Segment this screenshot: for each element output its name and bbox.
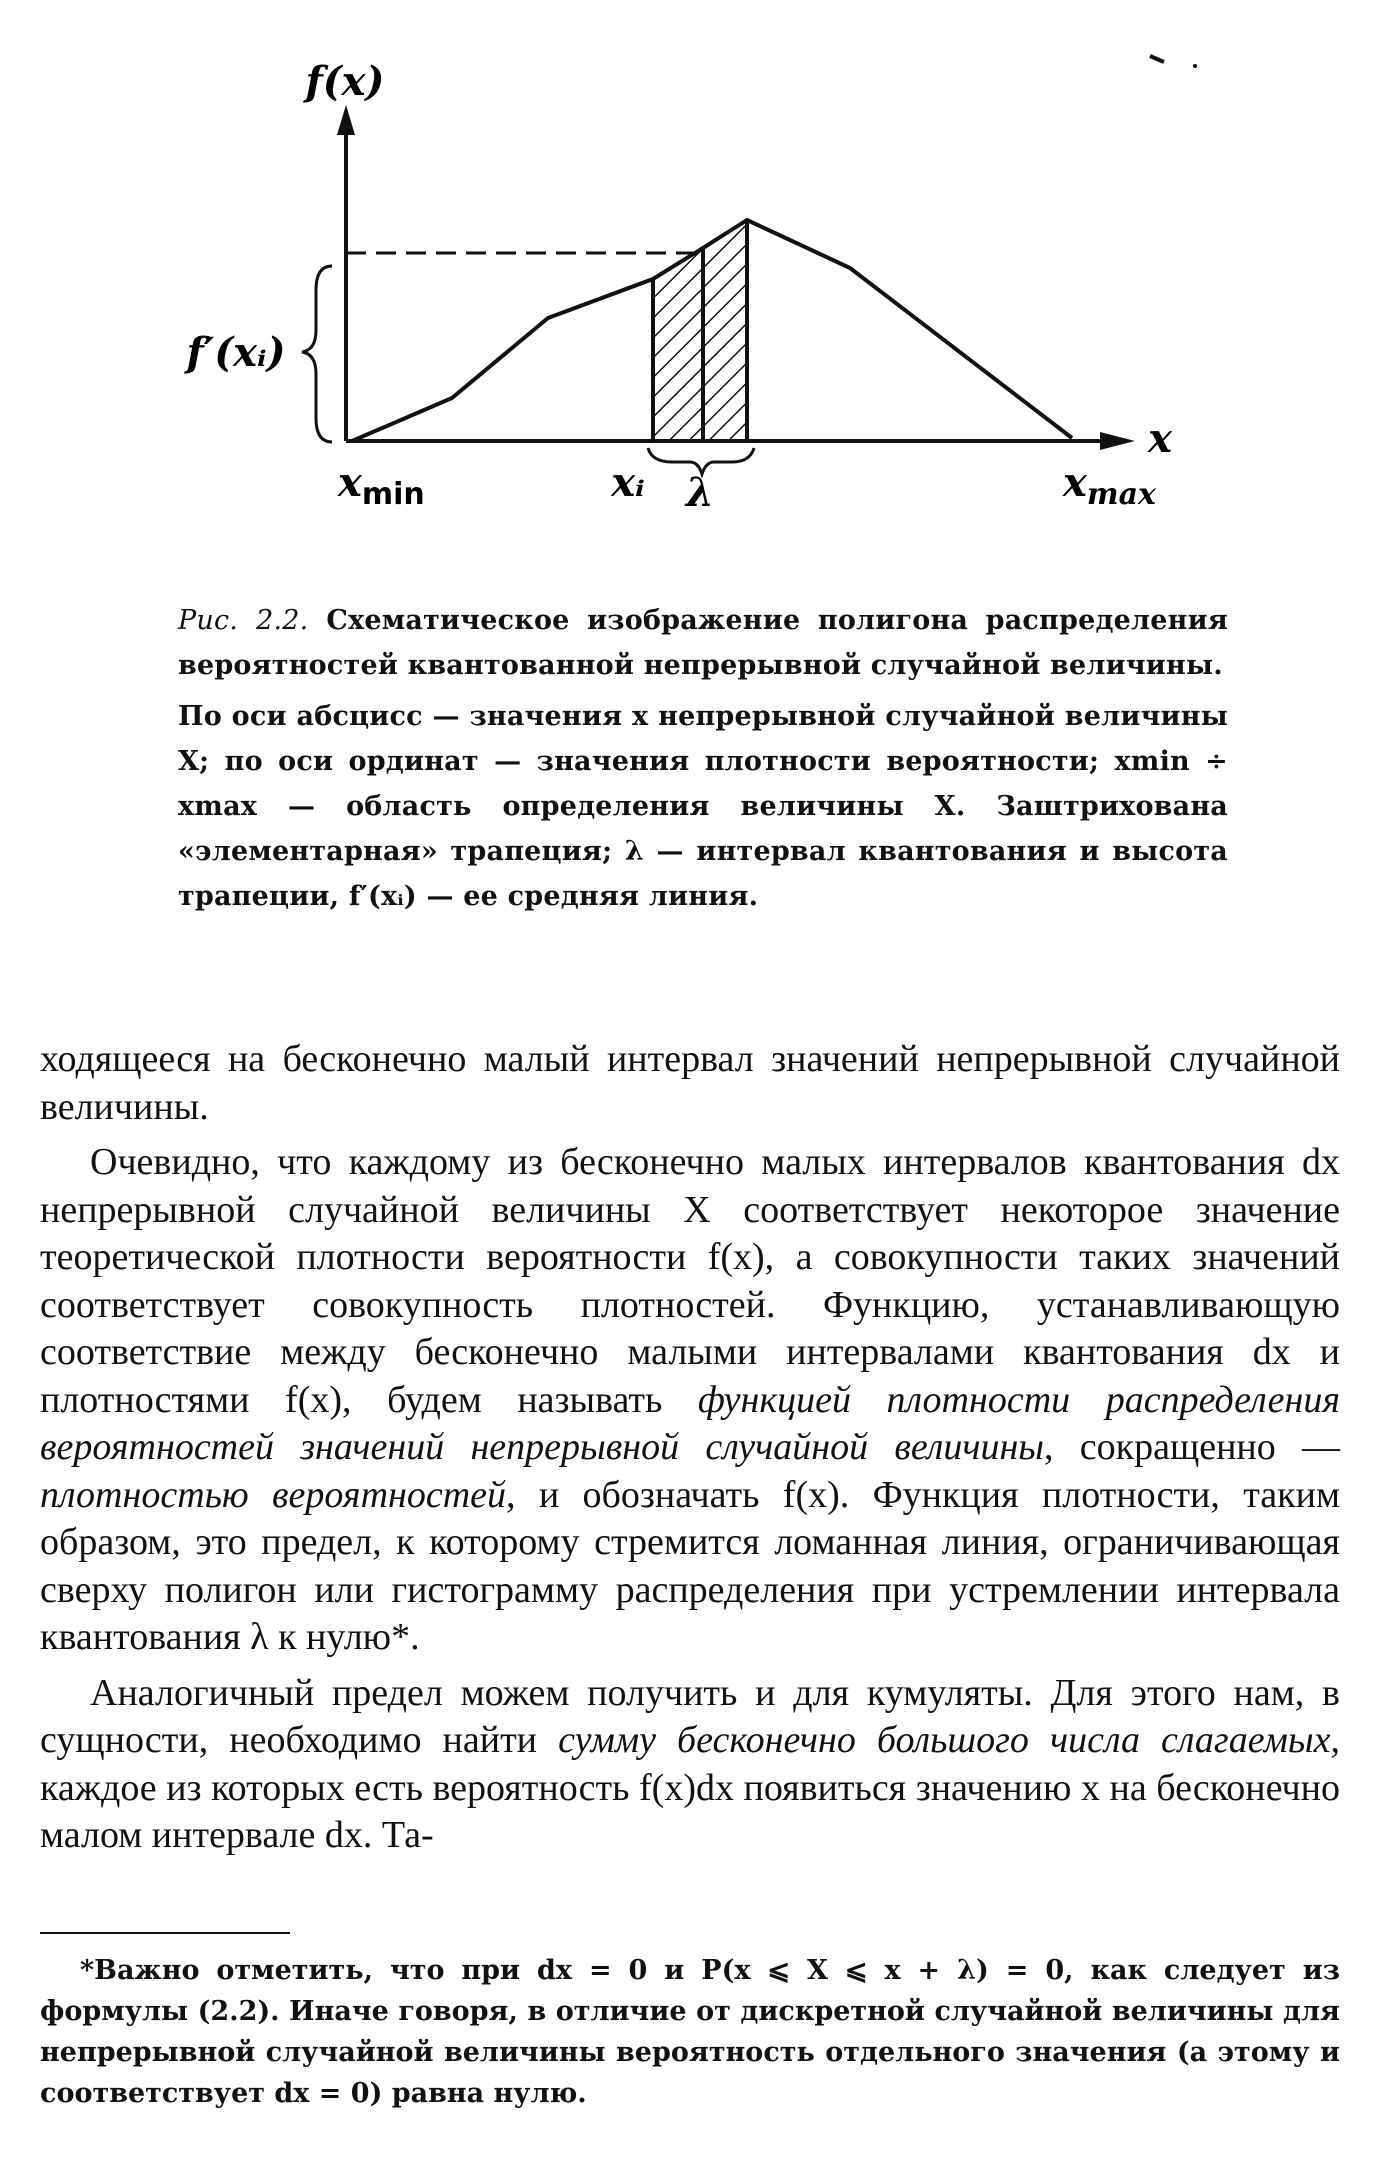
paragraph-2 (40, 1139, 1340, 1662)
paragraph-3-part-b: , каждое из которых есть вероятность f(x)dx появиться значению x на бесконечно малом интервале dx. Та- (40, 1719, 1341, 1856)
distribution-polygon-figure (0, 0, 1392, 560)
caption-title (178, 598, 1228, 688)
xmin-label: $x_{min}$ (338, 459, 425, 512)
lambda-label: λ (685, 469, 715, 516)
brace-label: f′(xᵢ) (186, 329, 286, 376)
xi-label: xᵢ (611, 459, 645, 506)
xmax-label: $x_{max}$ (1063, 459, 1156, 512)
paragraph-3-part-a: Аналогичный предел можем получить и для кумуляты. Для этого нам, в сущности, необходимо найти (40, 1671, 1340, 1761)
term-probability-density: плотностью вероятностей (40, 1473, 507, 1516)
footnote-divider (40, 1932, 290, 1934)
footnote-text: *Важно отметить, что при dx = 0 и P(x ⩽ X ⩽ x + λ) = 0, как следует из формулы (2.2). Иначе говоря, в отличие от дискретной случайной величины для непрерывной случайной величины вероятность отдельного значения (а этому и соответствует dx = 0) равна нулю. (40, 1955, 1340, 2109)
left-brace (302, 266, 332, 442)
paragraph-1: ходящееся на бесконечно малый интервал значений непрерывной случайной величины. (40, 1038, 1340, 1128)
caption-label: Рис. (178, 605, 239, 636)
paragraph-2-part-b: , сокращенно — (1044, 1426, 1340, 1468)
term-infinite-sum: сумму бесконечно большого числа слагаемых (558, 1719, 1331, 1761)
term-density-function: функцией плотности распределения вероятностей значений непрерывной случайной величины (40, 1378, 1340, 1468)
y-axis-label: f(x) (305, 58, 385, 105)
caption-description: По оси абсцисс — значения x непрерывной случайной величины X; по оси ординат — значения плотности вероятности; xmin ÷ xmax — область определения величины X. Заштрихована «элементарная» трапеция; λ — интервал квантования и высота трапеции, f′(xᵢ) — ее средняя линия. (178, 701, 1228, 912)
x-axis-label: x (1148, 415, 1172, 462)
scan-speck (1150, 56, 1164, 62)
footnote (40, 1950, 1340, 2114)
caption-title-text: Схематическое изображение полигона распределения вероятностей квантованной непрерывной случайной величины. (178, 605, 1228, 681)
hatched-trapezoid (653, 248, 703, 441)
paragraph-3 (40, 1670, 1340, 1860)
y-axis-arrow (337, 105, 355, 135)
x-axis-arrow (1100, 432, 1135, 450)
paragraph-2-part-a: Очевидно, что каждому из бесконечно малых интервалов квантования dx непрерывной случайной величины X соответствует некоторое значение теоретической плотности вероятности f(x), а совокупности таких значений соответствует совокупность плотностей. Функцию, устанавливающую соответствие между бесконечно малыми интервалами квантования dx и плотностями f(x), будем называть (40, 1141, 1340, 1421)
body-text (40, 1036, 1340, 1860)
caption-number: 2.2. (256, 605, 309, 636)
figure-caption (178, 598, 1228, 919)
paragraph-2-part-c: , и обозначать f(x). Функция плотности, таким образом, это предел, к которому стремится ломанная линия, ограничивающая сверху полигон или гистограмму распределения при устремлении интервала квантования λ к нулю*. (40, 1473, 1340, 1658)
hatched-trapezoid-right (703, 220, 747, 441)
